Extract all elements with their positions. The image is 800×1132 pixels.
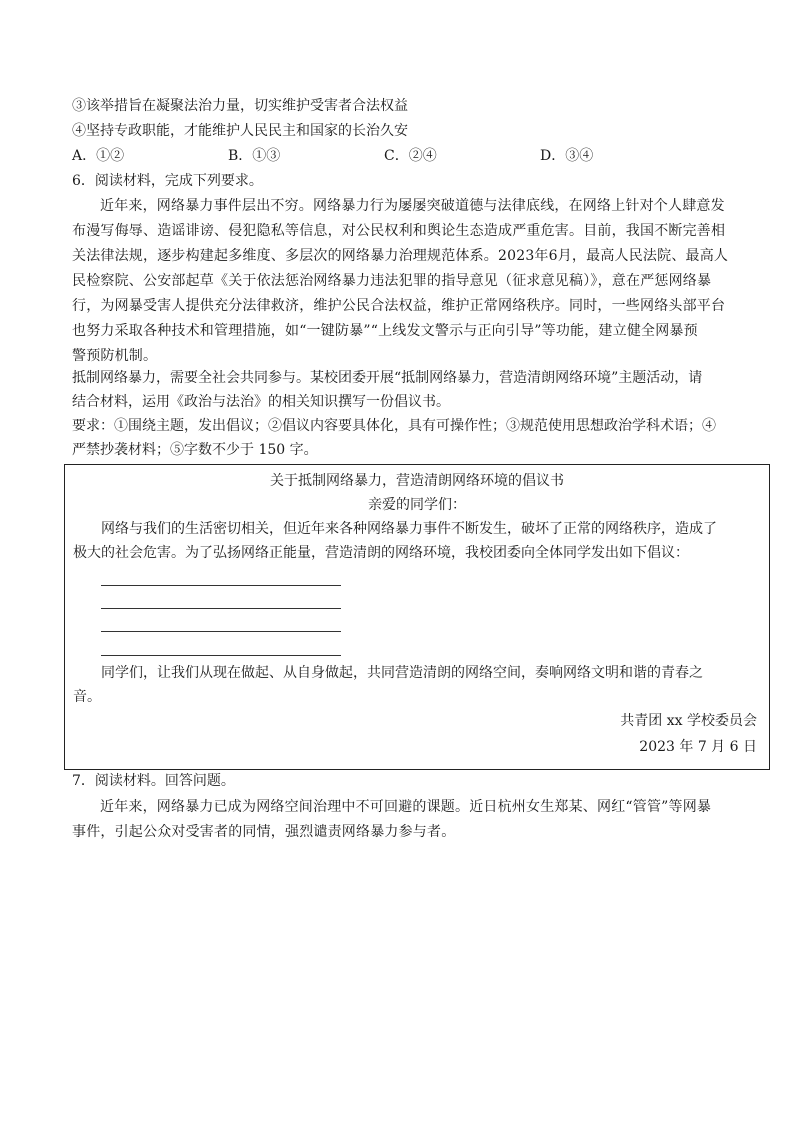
q6-material-line: 行，为网暴受害人提供充分法律救济，维护公民合法权益，维护正常网络秩序。同时，一些网络头部平台	[72, 298, 726, 314]
q6-material-line: 也努力采取各种技术和管理措施，如“一键防暴”“上线发文警示与正向引导”等功能，建立健全网暴预	[72, 323, 698, 339]
q5-item-4: ④坚持专政职能，才能维护人民民主和国家的长治久安	[72, 123, 408, 139]
q5-option-a: A．①②	[72, 148, 125, 164]
q7-material-line: 事件，引起公众对受害者的同情，强烈谴责网络暴力参与者。	[72, 824, 456, 840]
q6-requirement-line: 要求：①围绕主题，发出倡议；②倡议内容要具体化，具有可操作性；③规范使用思想政治学科术语；④	[72, 418, 716, 434]
q6-requirement-line: 严禁抄袭材料；⑤字数不少于 150 字。	[72, 442, 318, 458]
proposal-letter-box	[64, 464, 770, 770]
q5-item-3: ③该举措旨在凝聚法治力量，切实维护受害者合法权益	[72, 98, 408, 114]
q6-material-line: 民检察院、公安部起草《关于依法惩治网络暴力违法犯罪的指导意见（征求意见稿）》，意在严惩网络暴	[72, 273, 712, 289]
q6-material-line: 关法律法规，逐步构建起多维度、多层次的网络暴力治理规范体系。2023年6月，最高人民法院、最高人	[72, 248, 729, 264]
letter-date: 2023 年 7 月 6 日	[639, 739, 757, 755]
q6-material-line: 布漫写侮辱、造谣诽谤、侵犯隐私等信息，对公民权利和舆论生态造成严重危害。目前，我国不断完善相	[72, 223, 726, 239]
q5-option-c: C．②④	[384, 148, 437, 164]
letter-signature: 共青团 xx 学校委员会	[620, 713, 757, 729]
answer-blank-line[interactable]	[101, 631, 341, 632]
q6-material-line: 近年来，网络暴力事件层出不穷。网络暴力行为屡屡突破道德与法律底线，在网络上针对个人肆意发	[100, 198, 725, 214]
q6-heading: 6．阅读材料，完成下列要求。	[72, 173, 263, 189]
letter-closing-line: 同学们，让我们从现在做起、从自身做起，共同营造清朗的网络空间，奏响网络文明和谐的青春之	[101, 665, 703, 681]
letter-intro-line: 极大的社会危害。为了弘扬网络正能量，营造清朗的网络环境，我校团委向全体同学发出如下倡议：	[73, 545, 689, 561]
answer-blank-line[interactable]	[101, 608, 341, 609]
q5-option-d: D．③④	[540, 148, 594, 164]
q6-task-line: 抵制网络暴力，需要全社会共同参与。某校团委开展“抵制网络暴力，营造清朗网络环境”主题活动，请	[72, 370, 703, 386]
q5-option-b: B．①③	[228, 148, 281, 164]
answer-blank-line[interactable]	[101, 585, 341, 586]
letter-intro-line: 网络与我们的生活密切相关，但近年来各种网络暴力事件不断发生，破坏了正常的网络秩序，造成了	[101, 521, 717, 537]
letter-title: 关于抵制网络暴力，营造清朗网络环境的倡议书	[270, 473, 564, 489]
letter-closing-line: 音。	[73, 689, 101, 705]
answer-blank-line[interactable]	[101, 655, 341, 656]
q6-material-line: 警预防机制。	[72, 348, 158, 364]
letter-salutation: 亲爱的同学们：	[368, 497, 466, 513]
q7-material-line: 近年来，网络暴力已成为网络空间治理中不可回避的课题。近日杭州女生郑某、网红“管管”等网暴	[100, 799, 712, 815]
q7-heading: 7．阅读材料。回答问题。	[72, 773, 235, 789]
q6-task-line: 结合材料，运用《政治与法治》的相关知识撰写一份倡议书。	[72, 394, 450, 410]
